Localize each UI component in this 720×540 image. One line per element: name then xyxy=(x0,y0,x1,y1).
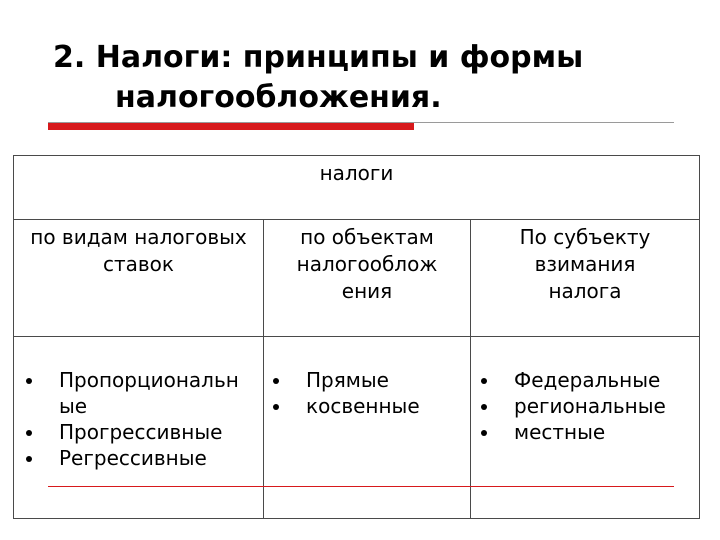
bottom-divider-red xyxy=(48,486,674,487)
table-right-border xyxy=(699,155,700,519)
list-item: Прогрессивные xyxy=(22,419,262,445)
list-item: Федеральные xyxy=(477,367,697,393)
title-line-1: 2. Налоги: принципы и формы xyxy=(53,40,584,75)
list-item: косвенные xyxy=(269,393,469,419)
list-item: Пропорциональн ые xyxy=(22,367,262,419)
title-line-2: налогообложения. xyxy=(115,80,442,115)
table-top-border xyxy=(13,155,700,156)
table-header-bottom-border xyxy=(13,219,700,220)
table-header: налоги xyxy=(319,161,394,185)
title-divider-red xyxy=(48,123,414,130)
list-item: Прямые xyxy=(269,367,469,393)
slide-title xyxy=(53,38,693,118)
table-row-divider xyxy=(13,336,700,337)
list-item: региональные xyxy=(477,393,697,419)
column-heading-rates: по видам налоговых ставок xyxy=(30,225,247,276)
table-left-border xyxy=(13,155,14,519)
list-tax-rate-types xyxy=(22,367,262,471)
list-item: Регрессивные xyxy=(22,445,262,471)
list-item: местные xyxy=(477,419,697,445)
column-heading-objects: по объектам налогооблож ения xyxy=(296,225,438,303)
list-tax-object-types xyxy=(269,367,469,419)
table-bottom-border xyxy=(13,518,700,519)
column-heading-subject: По субъекту взимания налога xyxy=(519,225,651,303)
list-tax-subject-levels xyxy=(477,367,697,445)
